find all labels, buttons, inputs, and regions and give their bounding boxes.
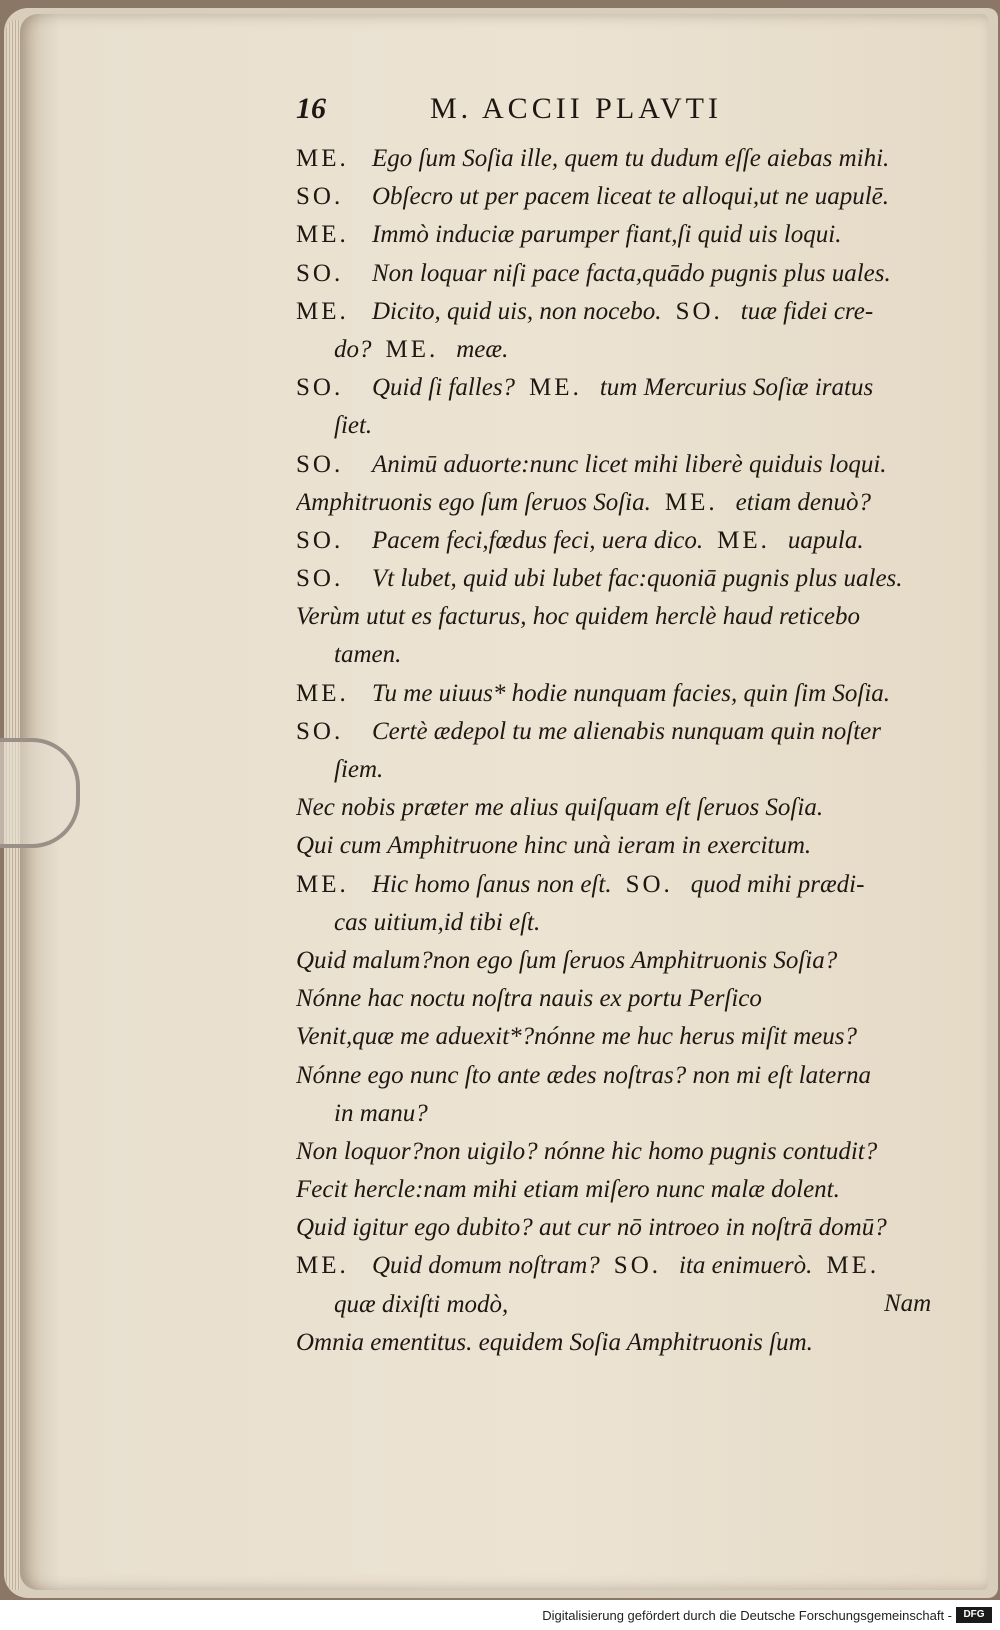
- verse-text: in manu?: [334, 1099, 428, 1127]
- verse-text: Nónne ego nunc ſto ante ædes noſtras? non mi eſt laterna: [296, 1061, 871, 1089]
- speaker-label: ME.: [385, 335, 439, 363]
- verse-text: tamen.: [334, 641, 402, 669]
- verse-text: Immò induciæ parumper fiant,ſi quid uis loqui.: [372, 221, 842, 249]
- verse-text: uapula.: [787, 526, 864, 554]
- text-line: [296, 598, 956, 636]
- speaker-label: SO.: [625, 870, 673, 898]
- text-line: [296, 942, 956, 980]
- speaker-label: SO.: [296, 183, 344, 211]
- verse-text: Nónne hac noctu noſtra nauis ex portu Perſico: [296, 985, 762, 1013]
- verse-text: Amphitruonis ego ſum ſeruos Soſia.: [296, 488, 651, 516]
- verse-text: ſiet.: [334, 412, 373, 440]
- dfg-logo: DFG: [956, 1607, 992, 1623]
- verse-text: ſiem.: [334, 756, 384, 783]
- verse-text: Hic homo ſanus non eſt.: [372, 870, 612, 898]
- text-line: [296, 636, 956, 674]
- play-text: [296, 140, 956, 1362]
- verse-text: Quid igitur ego dubito? aut cur nō introeo in noſtrā domū?: [296, 1214, 887, 1242]
- page-header: [296, 92, 856, 132]
- text-line: [296, 255, 956, 293]
- text-line: [296, 140, 956, 178]
- speaker-label: ME.: [296, 145, 349, 172]
- speaker-label: SO.: [296, 565, 344, 593]
- verse-text: Certè ædepol tu me alienabis nunquam quin noſter: [372, 717, 881, 745]
- speaker-label: ME.: [717, 526, 770, 554]
- text-line: [296, 1171, 956, 1209]
- verse-text: Animū aduorte:nunc licet mihi liberè quiduis loqui.: [372, 450, 887, 478]
- text-line: [296, 407, 956, 445]
- text-line: [296, 675, 956, 713]
- verse-text: do?: [334, 335, 372, 363]
- verse-text: Quid ſi falles?: [372, 374, 516, 402]
- text-line: [296, 1133, 956, 1171]
- speaker-label: ME.: [296, 221, 349, 249]
- speaker-label: SO.: [675, 297, 723, 325]
- text-line: [296, 751, 956, 789]
- text-line: [296, 1018, 956, 1056]
- page-clip: [0, 738, 80, 848]
- page-number: 16: [296, 92, 326, 125]
- verse-text: Nec nobis præter me alius quiſquam eſt ſeruos Soſia.: [296, 794, 824, 822]
- catchword: Nam: [884, 1290, 932, 1317]
- verse-text: tum Mercurius Soſiæ iratus: [599, 374, 874, 402]
- text-line: [296, 178, 956, 216]
- text-line: [296, 980, 956, 1018]
- speaker-label: SO.: [296, 374, 344, 402]
- speaker-label: SO.: [296, 259, 344, 287]
- verse-text: quod mihi prædi-: [690, 870, 865, 898]
- speaker-label: ME.: [529, 374, 582, 402]
- text-line: [296, 1247, 956, 1285]
- text-line: [296, 713, 956, 751]
- verse-text: Obſecro ut per pacem liceat te alloqui,ut ne uapulē.: [372, 183, 890, 211]
- speaker-label: SO.: [296, 450, 344, 478]
- verse-text: Non loquar niſi pace facta,quādo pugnis plus uales.: [372, 259, 891, 287]
- footer-bar: [0, 1600, 1000, 1630]
- speaker-label: ME.: [296, 1252, 349, 1280]
- verse-text: etiam denuò?: [735, 488, 871, 516]
- verse-text: Venit,quæ me aduexit*?nónne me huc herus miſit meus?: [296, 1023, 858, 1051]
- speaker-label: ME.: [296, 679, 349, 707]
- speaker-label: SO.: [296, 526, 344, 554]
- text-line: [296, 484, 956, 522]
- verse-text: Dicito, quid uis, non nocebo.: [372, 297, 662, 325]
- text-line: [296, 1324, 956, 1362]
- text-line: [296, 522, 956, 560]
- running-title: M. ACCII PLAVTI: [430, 92, 722, 125]
- funding-credit: Digitalisierung gefördert durch die Deutsche Forschungsgemeinschaft -: [542, 1608, 952, 1623]
- verse-text: cas uitium,id tibi eſt.: [334, 908, 541, 936]
- verse-text: Verùm utut es facturus, hoc quidem herclè haud reticebo: [296, 603, 861, 631]
- verse-text: Fecit hercle:nam mihi etiam miſero nunc malæ dolent.: [296, 1176, 840, 1204]
- verse-text: Vt lubet, quid ubi lubet fac:quoniā pugnis plus uales.: [372, 565, 903, 593]
- verse-text: meæ.: [456, 335, 509, 363]
- verse-text: Pacem feci,fœdus feci, uera dico.: [372, 526, 704, 554]
- speaker-label: ME.: [296, 870, 349, 898]
- text-line: [296, 1209, 956, 1247]
- verse-text: Omnia ementitus. equidem Soſia Amphitruonis ſum.: [296, 1328, 813, 1356]
- text-line: [296, 1057, 956, 1095]
- speaker-label: ME.: [296, 297, 349, 325]
- text-line: [296, 216, 956, 254]
- text-line: [296, 789, 956, 827]
- verse-text: quæ dixiſti modò,: [334, 1290, 509, 1318]
- verse-text: Quid domum noſtram?: [372, 1252, 600, 1280]
- text-line: [296, 866, 956, 904]
- speaker-label: SO.: [613, 1252, 662, 1280]
- text-line: [296, 369, 956, 407]
- verse-text: Qui cum Amphitruone hinc unà ieram in exercitum.: [296, 832, 812, 860]
- verse-text: Non loquor?non uigilo? nónne hic homo pugnis contudit?: [296, 1137, 878, 1165]
- verse-text: Ego ſum Soſia ille, quem tu dudum eſſe aiebas mihi.: [372, 145, 890, 172]
- text-line: [296, 446, 956, 484]
- text-line: [296, 1095, 956, 1133]
- text-line: [296, 1286, 956, 1324]
- speaker-label: ME.: [664, 488, 718, 516]
- verse-text: tuæ fidei cre-: [740, 297, 874, 325]
- speaker-label: SO.: [296, 717, 344, 745]
- speaker-label: ME.: [826, 1252, 880, 1280]
- verse-text: ita enimuerò.: [679, 1252, 813, 1280]
- verse-text: Quid malum?non ego ſum ſeruos Amphitruonis Soſia?: [296, 946, 838, 974]
- text-line: [296, 560, 956, 598]
- verse-text: Tu me uiuus* hodie nunquam facies, quin ſim Soſia.: [372, 679, 891, 707]
- text-line: [296, 827, 956, 865]
- text-line: [296, 904, 956, 942]
- text-line: [296, 331, 956, 369]
- text-line: [296, 293, 956, 331]
